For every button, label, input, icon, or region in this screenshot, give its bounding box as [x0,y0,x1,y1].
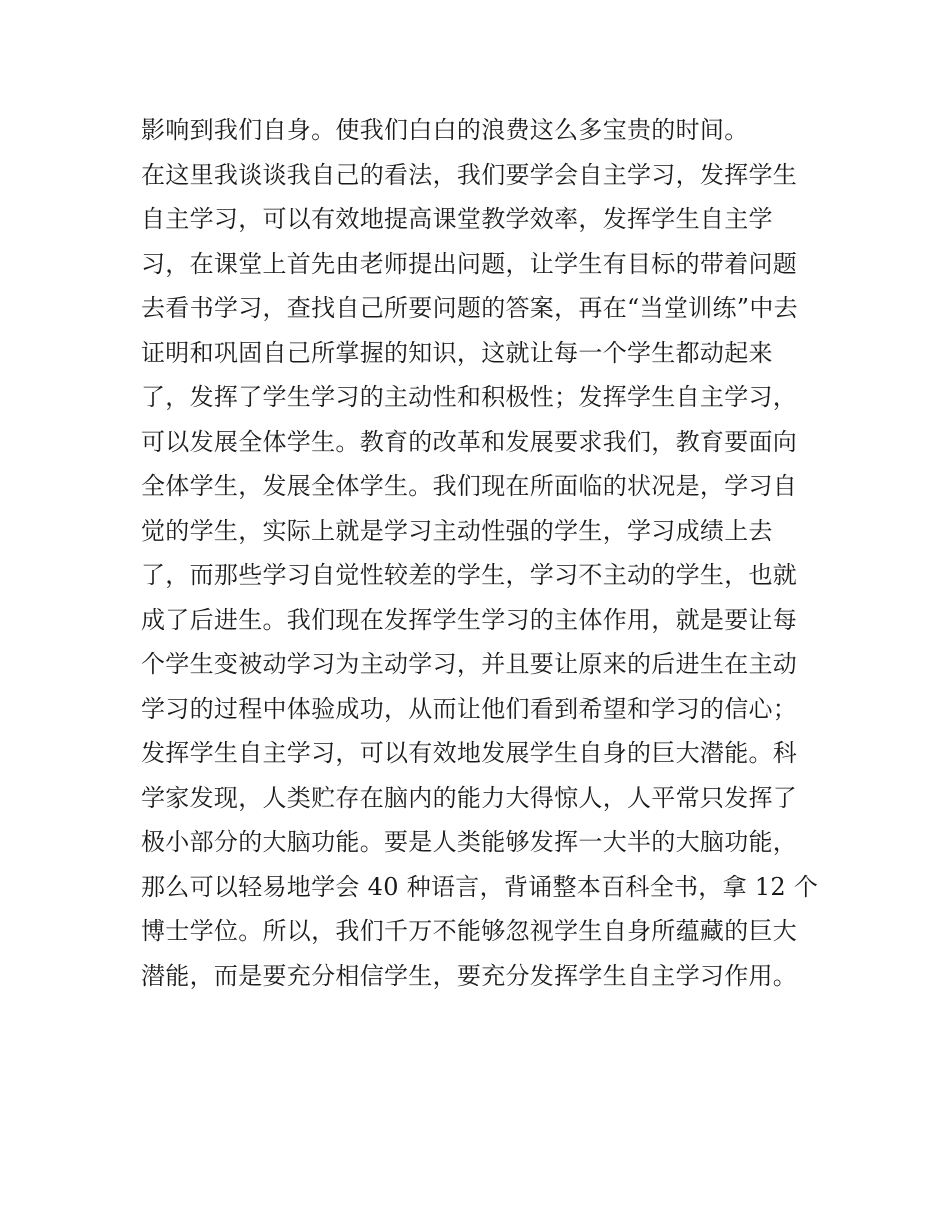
text-line: 影响到我们自身。使我们白白的浪费这么多宝贵的时间。 [141,116,749,144]
text-line: 去看书学习，查找自己所要问题的答案，再在“当堂训练”中去 [141,294,798,322]
text-line: 了，而那些学习自觉性较差的学生，学习不主动的学生，也就 [141,561,798,589]
text-line: 那么可以轻易地学会 40 种语言，背诵整本百科全书，拿 12 个 [141,872,819,901]
text-line: 觉的学生，实际上就是学习主动性强的学生，学习成绩上去 [141,516,773,545]
text-line: 可以发展全体学生。教育的改革和发展要求我们，教育要面向 [141,427,798,456]
text-line: 发挥学生自主学习，可以有效地发展学生自身的巨大潜能。科 [141,739,798,767]
text-line: 潜能，而是要充分相信学生，要充分发挥学生自主学习作用。 [141,961,798,990]
text-line: 证明和巩固自己所掌握的知识，这就让每一个学生都动起来 [141,338,773,367]
text-line: 在这里我谈谈我自己的看法，我们要学会自主学习，发挥学生 [141,160,798,189]
body-text [141,108,821,998]
text-line: 个学生变被动学习为主动学习，并且要让原来的后进生在主动 [141,650,798,678]
text-line: 全体学生，发展全体学生。我们现在所面临的状况是，学习自 [141,472,798,500]
text-line: 博士学位。所以，我们千万不能够忽视学生自身所蕴藏的巨大 [141,917,798,945]
text-line: 学家发现，人类贮存在脑内的能力大得惊人，人平常只发挥了 [141,783,798,812]
text-line: 自主学习，可以有效地提高课堂教学效率，发挥学生自主学 [141,205,773,233]
text-line: 成了后进生。我们现在发挥学生学习的主体作用，就是要让每 [141,605,798,634]
text-line: 了，发挥了学生学习的主动性和积极性；发挥学生自主学习， [141,383,798,411]
text-line: 极小部分的大脑功能。要是人类能够发挥一大半的大脑功能， [141,828,798,856]
text-line: 习，在课堂上首先由老师提出问题，让学生有目标的带着问题 [141,249,798,278]
text-line: 学习的过程中体验成功，从而让他们看到希望和学习的信心； [141,694,798,723]
